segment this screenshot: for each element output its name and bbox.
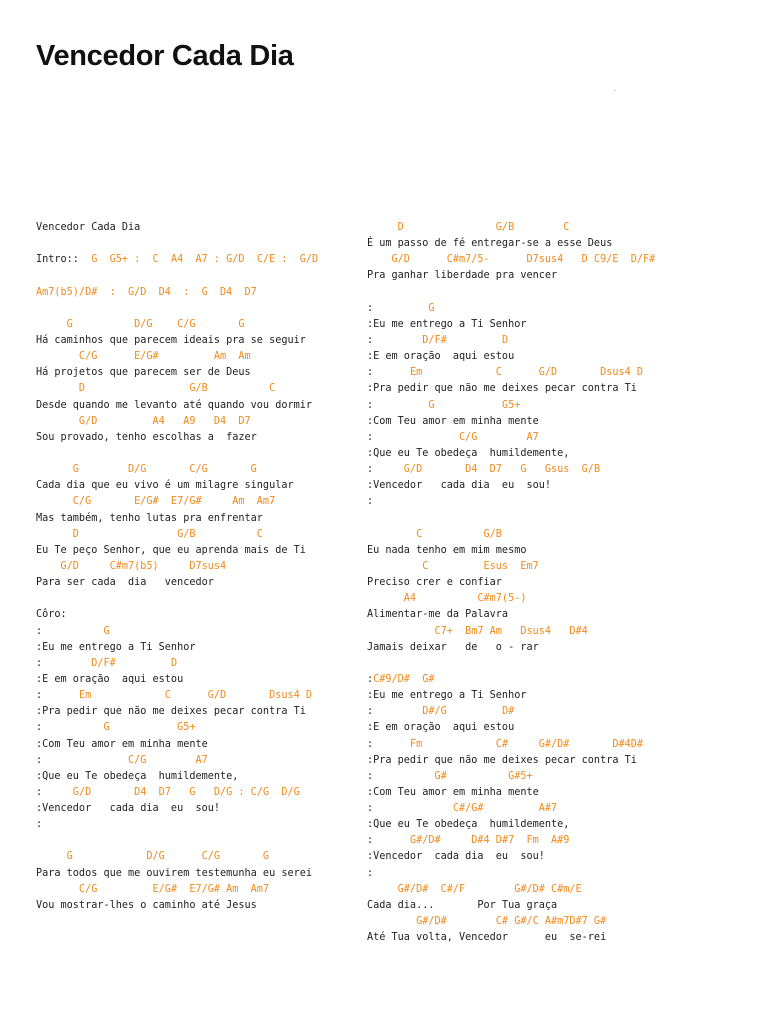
lyric-line: :Com Teu amor em minha mente — [367, 415, 539, 427]
lyric-line: :Vencedor cada dia eu sou! — [367, 480, 552, 492]
lyric-line: :E em oração aqui estou — [367, 351, 515, 363]
chords: C/G A7 — [373, 431, 539, 443]
chord-line: G/D A4 A9 D4 D7 — [36, 415, 251, 427]
line-prefix: : — [367, 464, 374, 476]
lyric-line: Desde quando me levanto até quando vou dormir — [36, 399, 313, 411]
chord-line: G#/D# C#/F G#/D# C#m/E — [367, 883, 582, 895]
blank-line — [36, 591, 376, 607]
lyric-line: Preciso crer e confiar — [367, 577, 502, 589]
lyric-line: Sou provado, tenho escolhas a fazer — [36, 431, 257, 443]
line-prefix: : — [367, 835, 374, 847]
chords: D#/G D# — [373, 706, 515, 718]
lyric-line: :Pra pedir que não me deixes pecar contra Ti — [367, 383, 637, 395]
chord-line: C/G E/G# E7/G# Am Am7 — [36, 883, 270, 895]
line-prefix: : — [36, 690, 43, 702]
chords: Em C G/D Dsus4 D — [42, 690, 313, 702]
chord-line — [36, 720, 376, 736]
chords: G G5+ — [373, 399, 521, 411]
lyric-line: Eu nada tenho em mim mesmo — [367, 544, 527, 556]
blank-line — [367, 285, 747, 301]
chord-line: G D/G C/G G — [36, 318, 245, 330]
blank-line — [36, 301, 376, 317]
lyric-line: :Que eu Te obedeça humildemente, — [367, 447, 570, 459]
lyric-line: :Que eu Te obedeça humildemente, — [36, 770, 239, 782]
chord-line — [367, 801, 747, 817]
chord-line: D G/B C — [367, 222, 570, 233]
line-prefix: : — [36, 722, 43, 734]
line-prefix: : — [367, 803, 374, 815]
chord-line — [367, 769, 747, 785]
chord-line: A4 C#m7(5-) — [367, 593, 527, 605]
lyric-line: :E em oração aqui estou — [367, 722, 515, 734]
chord-line: C/G E/G# Am Am — [36, 351, 251, 363]
lyric-line: Jamais deixar de o - rar — [367, 641, 539, 653]
chord-line — [367, 301, 747, 317]
line-prefix: : — [367, 738, 374, 750]
lyric-line: : — [367, 496, 374, 508]
chord-line: C Esus Em7 — [367, 560, 539, 572]
chords: C/G A7 — [42, 754, 208, 766]
chords: C#9/D# G# — [373, 673, 435, 685]
chord-line — [367, 398, 747, 414]
line-prefix: : — [367, 334, 374, 346]
chord-line — [36, 252, 376, 268]
lyric-line: :Vencedor cada dia eu sou! — [36, 803, 221, 815]
lyric-line: Há projetos que parecem ser de Deus — [36, 367, 251, 379]
lyric-line: Côro: — [36, 609, 67, 621]
lyric-line: :Eu me entrego a Ti Senhor — [367, 690, 527, 702]
chord-line: D G/B C — [36, 383, 276, 395]
chord-line: G#/D# C# G#/C A#m7D#7 G# — [367, 916, 607, 928]
chords: Em C G/D Dsus4 D — [373, 367, 644, 379]
chords: G G5+ — [42, 722, 196, 734]
chords: D/F# D — [373, 334, 509, 346]
chord-line: C7+ Bm7 Am Dsus4 D#4 — [367, 625, 588, 637]
chord-line — [367, 737, 747, 753]
lyric-line: :Com Teu amor em minha mente — [36, 738, 208, 750]
line-prefix: : — [36, 625, 43, 637]
blank-line — [36, 268, 376, 284]
chord-line — [367, 833, 747, 849]
chords: D/F# D — [42, 657, 178, 669]
lyric-line: Vou mostrar-lhes o caminho até Jesus — [36, 899, 257, 911]
lyric-line: Até Tua volta, Vencedor eu se-rei — [367, 932, 607, 944]
blank-line — [36, 236, 376, 252]
chord-line — [36, 785, 376, 801]
lyric-line: :Pra pedir que não me deixes pecar contra Ti — [36, 706, 306, 718]
blank-line — [36, 833, 376, 849]
blank-line — [36, 446, 376, 462]
chord-line: G/D C#m7(b5) D7sus4 — [36, 560, 227, 572]
lyric-line: :Vencedor cada dia eu sou! — [367, 851, 545, 863]
line-prefix: : — [367, 399, 374, 411]
lyric-line: : — [367, 867, 374, 879]
chord-line: C G/B — [367, 528, 502, 540]
chords: G# G#5+ — [373, 770, 533, 782]
lyric-line: :Eu me entrego a Ti Senhor — [367, 318, 527, 330]
chord-line — [367, 430, 747, 446]
chords: G/D D4 D7 G Gsus G/B — [373, 464, 601, 476]
page-title: Vencedor Cada Dia — [36, 40, 294, 72]
chords: G/D D4 D7 G D/G : C/G D/G — [42, 786, 300, 798]
line-prefix: : — [367, 367, 374, 379]
chords: Fm C# G#/D# D#4D# — [373, 738, 644, 750]
chord-line — [36, 624, 376, 640]
chord-line: C/G E/G# E7/G# Am Am7 — [36, 496, 276, 508]
chords: G — [42, 625, 110, 637]
chords: G#/D# D#4 D#7 Fm A#9 — [373, 835, 570, 847]
line-prefix: : — [367, 431, 374, 443]
lyric-line: :Eu me entrego a Ti Senhor — [36, 641, 196, 653]
chord-line: G/D C#m7/5- D7sus4 D C9/E D/F# — [367, 254, 656, 266]
chord-line: G D/G C/G G — [36, 851, 270, 863]
blank-line — [367, 511, 747, 527]
lyric-line: Para ser cada dia vencedor — [36, 577, 214, 589]
line-prefix: : — [36, 786, 43, 798]
lyric-line: :Que eu Te obedeça humildemente, — [367, 819, 570, 831]
chord-sheet-right-column — [367, 220, 747, 946]
lyric-line: :Pra pedir que não me deixes pecar contra Ti — [367, 754, 637, 766]
lyric-line: :E em oração aqui estou — [36, 673, 184, 685]
lyric-line: Cada dia que eu vivo é um milagre singular — [36, 480, 294, 492]
chords: G G5+ : C A4 A7 : G/D C/E : G/D — [85, 254, 319, 266]
chord-line: D G/B C — [36, 528, 263, 540]
chord-line — [367, 462, 747, 478]
lyric-line: É um passo de fé entregar-se a esse Deus — [367, 238, 613, 250]
decorative-dot — [614, 90, 616, 91]
blank-line — [367, 656, 747, 672]
chords: C#/G# A#7 — [373, 803, 558, 815]
chord-line — [367, 365, 747, 381]
lyric-line: Mas também, tenho lutas pra enfrentar — [36, 512, 263, 524]
lyric-line: Alimentar-me da Palavra — [367, 609, 509, 621]
chords: G — [373, 302, 435, 314]
line-prefix: Intro:: — [36, 254, 86, 266]
chord-sheet-left-column — [36, 220, 376, 914]
lyric-line: Cada dia... Por Tua graça — [367, 899, 558, 911]
chord-line — [36, 753, 376, 769]
line-prefix: : — [36, 754, 43, 766]
chord-line: Am7(b5)/D# : G/D D4 : G D4 D7 — [36, 286, 257, 298]
lyric-line: Pra ganhar liberdade pra vencer — [367, 270, 558, 282]
lyric-line: Para todos que me ouvirem testemunha eu serei — [36, 867, 313, 879]
chord-line — [367, 672, 747, 688]
line-prefix: : — [367, 706, 374, 718]
lyric-line: Vencedor Cada Dia — [36, 222, 141, 233]
chord-line — [36, 656, 376, 672]
chord-line: G D/G C/G G — [36, 464, 257, 476]
lyric-line: : — [36, 819, 43, 831]
line-prefix: : — [367, 673, 374, 685]
chord-line — [367, 333, 747, 349]
line-prefix: : — [367, 770, 374, 782]
line-prefix: : — [36, 657, 43, 669]
lyric-line: :Com Teu amor em minha mente — [367, 786, 539, 798]
chord-line — [367, 704, 747, 720]
lyric-line: Há caminhos que parecem ideais pra se seguir — [36, 334, 306, 346]
line-prefix: : — [367, 302, 374, 314]
lyric-line: Eu Te peço Senhor, que eu aprenda mais de Ti — [36, 544, 306, 556]
chord-line — [36, 688, 376, 704]
